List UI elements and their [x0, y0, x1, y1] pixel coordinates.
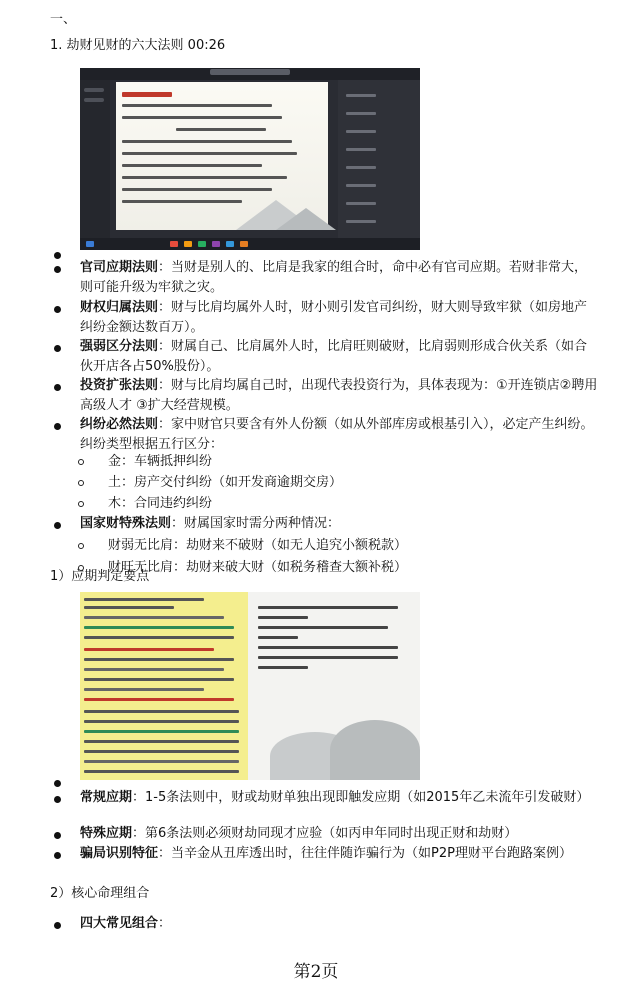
item-label: 国家财特殊法则 [80, 516, 172, 531]
list-item [80, 337, 600, 377]
video-taskbar [80, 238, 420, 250]
item-label: 骗局识别特征 [80, 846, 159, 861]
sub-bullet [78, 480, 84, 486]
bullet-dot [54, 780, 61, 787]
bullet-dot [54, 852, 61, 859]
item-label: 四大常见组合 [80, 916, 159, 931]
item-label: 财权归属法则 [80, 300, 159, 315]
list-item [80, 298, 600, 338]
list-item [80, 258, 600, 298]
list-item [80, 788, 600, 808]
subsection-heading: 1）应期判定要点 [50, 569, 150, 584]
chart-notes [258, 600, 408, 680]
item-label: 特殊应期 [80, 826, 133, 841]
heading: 一、 [50, 12, 77, 27]
video-screenshot [80, 68, 420, 250]
item-text: ：家中财官只要含有外人份额（如从外部库房或根基引入），必定产生纠纷。纠纷类型根据五行区分： [80, 417, 594, 452]
bullet-dot [54, 266, 61, 273]
list-item [80, 376, 600, 416]
bullet-dot [54, 384, 61, 391]
list-item [80, 914, 600, 934]
sub-item: 财弱无比肩：劫财来不破财（如无人追究小额税款） [108, 538, 408, 553]
item-label: 常规应期 [80, 790, 133, 805]
page-number: 第2页 [293, 962, 339, 982]
bullet-dot [54, 306, 61, 313]
item-text: ：财属自己、比肩属外人时，比肩旺则破财，比肩弱则形成合伙关系（如合伙开店各占50%股份）。 [80, 339, 588, 374]
sub-item: 木：合同违约纠纷 [108, 496, 213, 511]
item-text: ：当辛金从丑库透出时，往往伴随诈骗行为（如P2P理财平台跑路案例） [158, 846, 572, 861]
bazi-table [80, 592, 248, 780]
sub-item: 财旺无比肩：劫财来破大财（如税务稽查大额补税） [108, 560, 408, 575]
section-title: 1. 劫财见财的六大法则 00:26 [50, 38, 226, 53]
item-text: ：财与比肩均属外人时，财小则引发官司纠纷，财大则导致牢狱（如房地产纠纷金额达数百万）。 [80, 300, 588, 335]
video-titlebar [80, 68, 420, 80]
item-text: ：财与比肩均属自己时，出现代表投资行为，具体表现为：①开连锁店②聘用高级人才 ③扩大经营规模。 [80, 378, 598, 413]
subsection-heading: 2）核心命理组合 [50, 886, 150, 901]
item-text: ：1-5条法则中，财或劫财单独出现即触发应期（如2015年乙未流年引发破财） [132, 790, 590, 805]
bullet-dot [54, 252, 61, 259]
video-sidebar [80, 80, 110, 238]
item-text: ：财属国家时需分两种情况： [171, 516, 341, 531]
sub-item: 金：车辆抵押纠纷 [108, 454, 213, 469]
item-label: 纠纷必然法则 [80, 417, 159, 432]
item-text: ：当财是别人的、比肩是我家的组合时，命中必有官司应期。若财非常大，则可能升级为牢狱之灾。 [80, 260, 588, 295]
item-text: ： [158, 916, 172, 931]
item-label: 投资扩张法则 [80, 378, 159, 393]
bullet-dot [54, 522, 61, 529]
list-item [80, 514, 600, 534]
bullet-dot [54, 832, 61, 839]
item-text: ：第6条法则必须财劫同现才应验（如丙申年同时出现正财和劫财） [132, 826, 518, 841]
bullet-dot [54, 796, 61, 803]
video-side-panel [338, 80, 420, 238]
sub-bullet [78, 459, 84, 465]
list-item [80, 824, 600, 844]
sub-item: 土：房产交付纠纷（如开发商逾期交房） [108, 475, 343, 490]
bullet-dot [54, 423, 61, 430]
sub-bullet [78, 543, 84, 549]
list-item [80, 844, 600, 864]
list-item [80, 415, 600, 455]
bullet-dot [54, 345, 61, 352]
item-label: 强弱区分法则 [80, 339, 159, 354]
item-label: 官司应期法则 [80, 260, 159, 275]
sub-bullet [78, 501, 84, 507]
lecture-slide [116, 82, 328, 230]
bullet-dot [54, 922, 61, 929]
bazi-chart-screenshot [80, 592, 420, 780]
